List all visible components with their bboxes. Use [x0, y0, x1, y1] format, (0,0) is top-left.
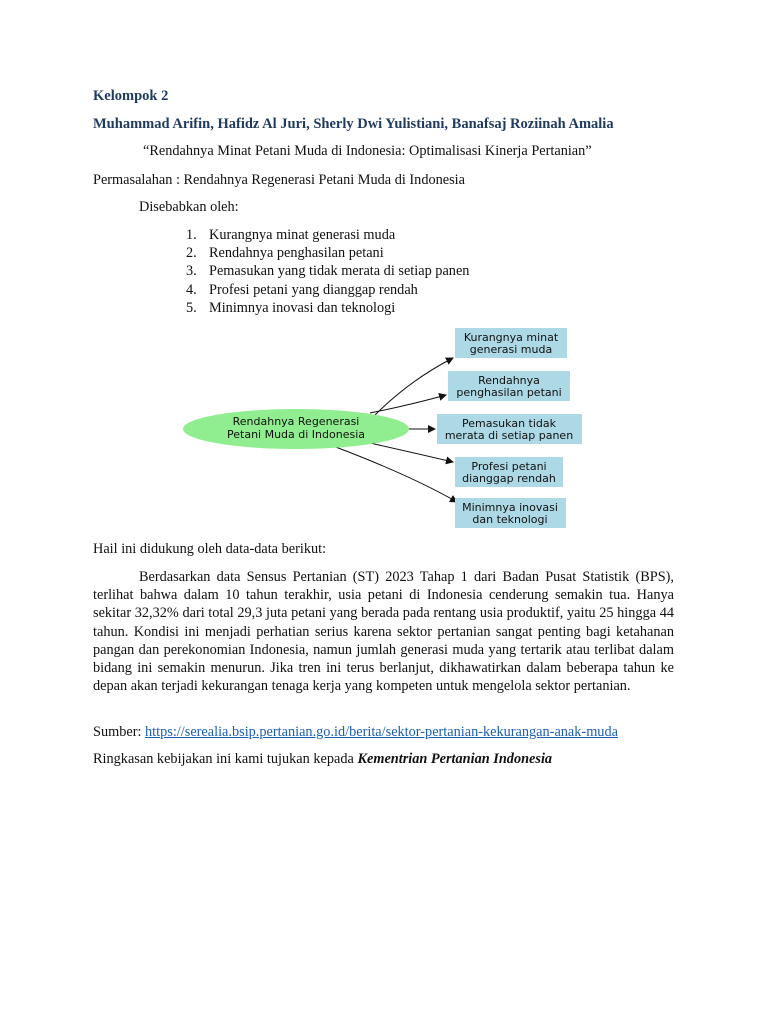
list-item: 3. Pemasukan yang tidak merata di setiap panen	[186, 263, 470, 280]
source-label: Sumber:	[93, 724, 146, 740]
causes-intro: Disebabkan oleh:	[139, 199, 239, 215]
diagram-arrow	[333, 446, 457, 502]
source-line	[93, 724, 618, 741]
center-node-line: Rendahnya Regenerasi	[232, 415, 360, 428]
summary-target: Kementrian Pertanian Indonesia	[357, 751, 553, 767]
group-label: Kelompok 2	[93, 88, 169, 104]
cause-diagram	[180, 325, 590, 530]
problem-statement: Permasalahan : Rendahnya Regenerasi Petani Muda di Indonesia	[93, 172, 466, 188]
cause-node-line: penghasilan petani	[456, 386, 562, 399]
summary-prefix: Ringkasan kebijakan ini kami tujukan kepada	[93, 751, 358, 767]
support-intro: Hail ini didukung oleh data-data berikut:	[93, 541, 327, 557]
diagram-arrow	[370, 443, 453, 462]
cause-node-line: dan teknologi	[472, 513, 548, 526]
cause-node-line: Minimnya inovasi	[462, 501, 558, 514]
diagram-arrow	[370, 395, 446, 413]
cause-node-line: Pemasukan tidak	[461, 417, 557, 430]
list-item: 2. Rendahnya penghasilan petani	[186, 245, 384, 262]
cause-node-line: Kurangnya minat	[463, 331, 559, 344]
cause-node-line: dianggap rendah	[462, 472, 556, 485]
diagram-arrow	[375, 358, 453, 415]
document-title: “Rendahnya Minat Petani Muda di Indonesia: Optimalisasi Kinerja Pertanian”	[143, 143, 592, 159]
list-item: 1. Kurangnya minat generasi muda	[186, 227, 396, 243]
causes-list	[186, 226, 469, 317]
cause-node-line: generasi muda	[469, 343, 553, 356]
summary-line	[93, 751, 552, 768]
member-names: Muhammad Arifin, Hafidz Al Juri, Sherly Dwi Yulistiani, Banafsaj Roziinah Amalia	[93, 116, 614, 132]
list-item: 4. Profesi petani yang dianggap rendah	[186, 281, 418, 298]
cause-node-line: Rendahnya	[478, 374, 540, 387]
cause-node-line: Profesi petani	[471, 460, 547, 473]
cause-node-line: merata di setiap panen	[444, 429, 574, 442]
center-node-line: Petani Muda di Indonesia	[227, 428, 365, 441]
list-item: 5. Minimnya inovasi dan teknologi	[186, 299, 396, 316]
source-link[interactable]: https://serealia.bsip.pertanian.go.id/berita/sektor-pertanian-kekurangan-anak-muda	[145, 724, 618, 740]
body-paragraph: Berdasarkan data Sensus Pertanian (ST) 2023 Tahap 1 dari Badan Pusat Statistik (BPS), terlihat bahwa dalam 10 tahun terakhir, usia petani di Indonesia cenderung semakin tua. Hanya sekitar 32,32% dari total 29,3 juta petani yang berada pada rentang usia produktif, yaitu 25 hingga 44 tahun. Kondisi ini menjadi perhatian serius karena sektor pertanian sangat penting bagi ketahanan pangan dan perekonomian Indonesia, namun jumlah generasi muda yang tertarik atau terlibat dalam bidang ini semakin menurun. Jika tren ini terus berlanjut, dikhawatirkan dalam beberapa tahun ke depan akan terjadi kekurangan tenaga kerja yang kompeten untuk mengelola sektor pertanian.	[93, 569, 674, 695]
